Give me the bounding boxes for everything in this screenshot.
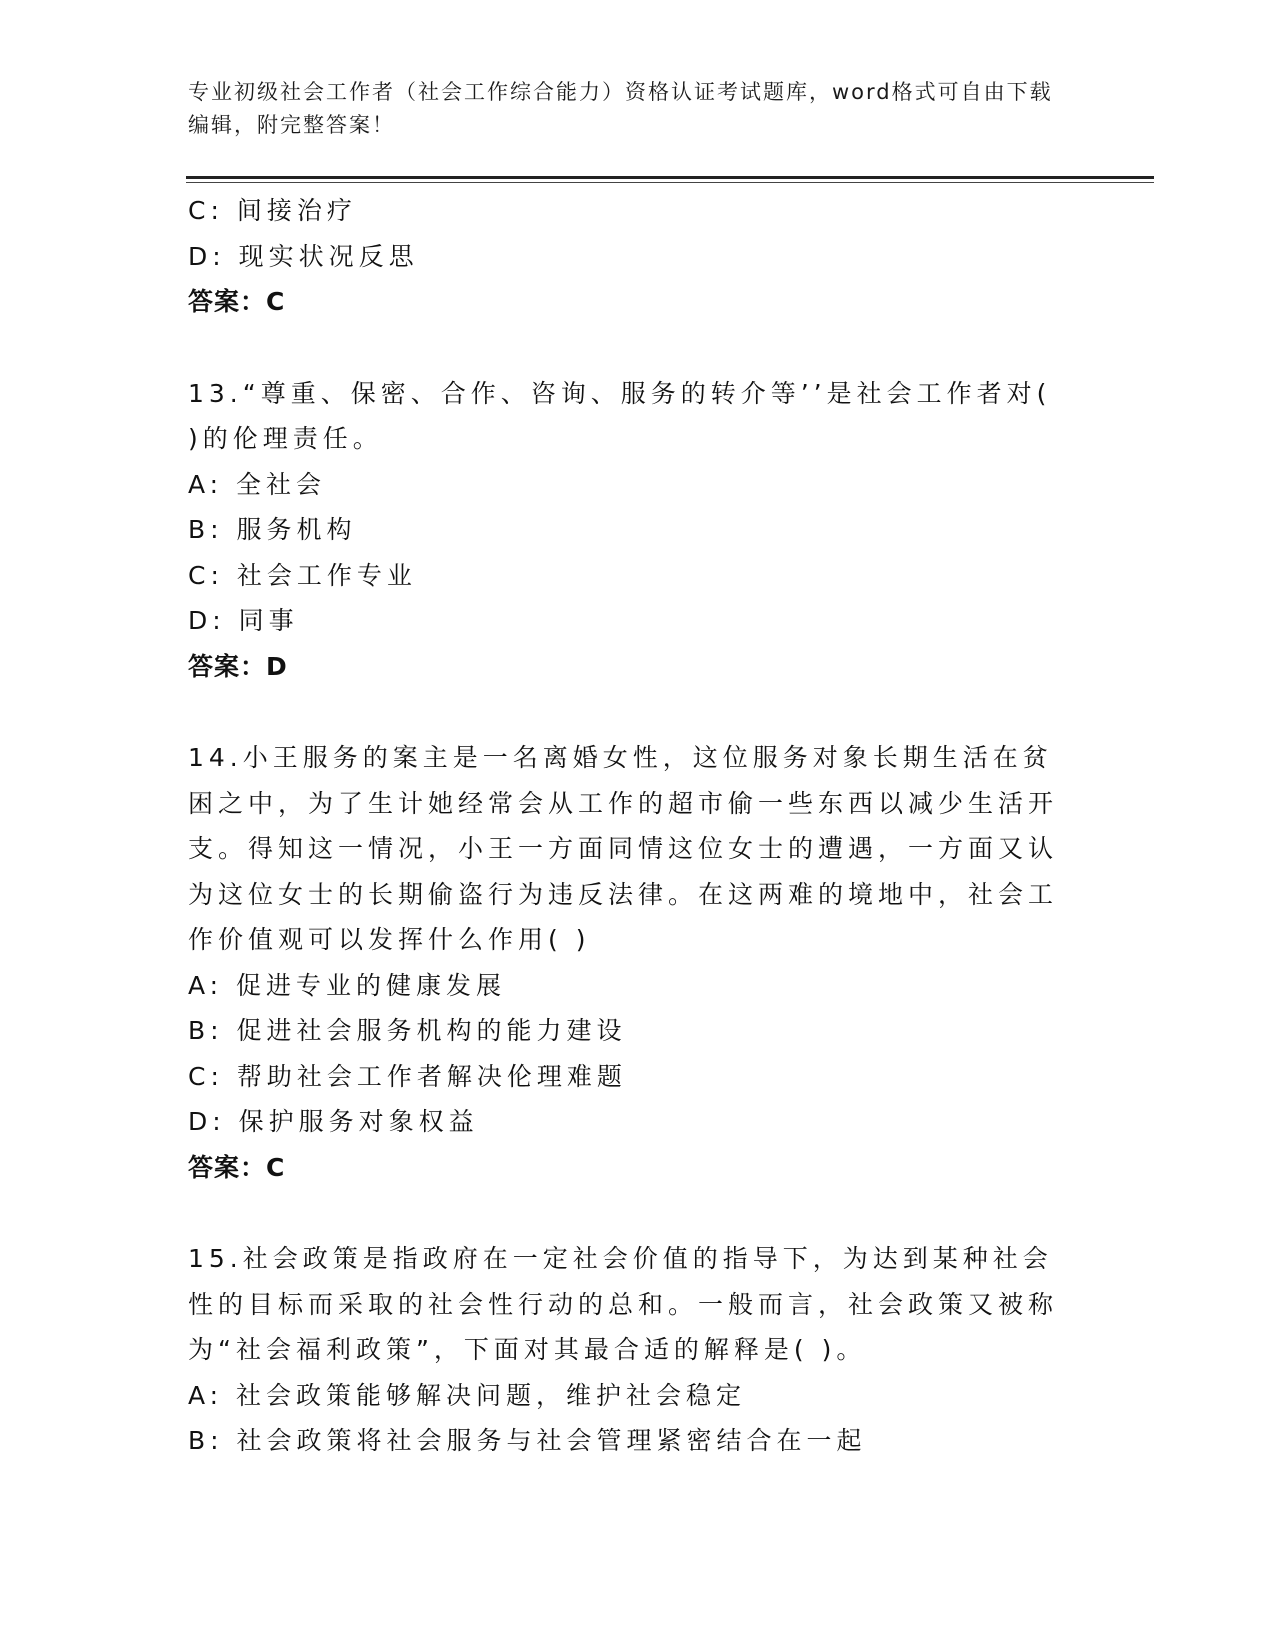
option-line (188, 1099, 1088, 1145)
page-header (188, 76, 1068, 142)
option-text: 社会工作专业 (236, 560, 417, 590)
question-stem: 14.小王服务的案主是一名离婚女性，这位服务对象长期生活在贫困之中，为了生计她经常会从工作的超市偷一些东西以减少生活开支。得知这一情况，小王一方面同情这位女士的遭遇，一方面又认为这位女士的长期偷盗行为违反法律。在这两难的境地中，社会工作价值观可以发挥什么作用( ) (188, 743, 1059, 954)
option-line (188, 462, 1088, 508)
option-line (188, 1054, 1088, 1100)
option-text: 同事 (238, 606, 299, 635)
question-stem: 13.“尊重、保密、合作、咨询、服务的转介等’’是社会工作者对( )的伦理责任。 (188, 378, 1052, 453)
option-text: 促进专业的健康发展 (236, 970, 507, 1000)
option-text: 现实状况反思 (238, 241, 419, 271)
question-13 (188, 371, 1088, 690)
option-text: 服务机构 (236, 515, 357, 544)
option-line (188, 1418, 1088, 1464)
option-key: B: (188, 1016, 224, 1045)
option-text: 保护服务对象权益 (238, 1107, 479, 1136)
option-line (188, 963, 1088, 1009)
answer-line: 答案：C (188, 1152, 286, 1182)
option-key: C: (188, 196, 224, 225)
option-line (188, 598, 1088, 644)
option-text: 帮助社会工作者解决伦理难题 (236, 1061, 627, 1091)
option-line (188, 1008, 1088, 1054)
option-key: B: (188, 515, 224, 544)
option-line (188, 188, 1088, 234)
option-key: A: (188, 1380, 224, 1410)
option-key: C: (188, 1061, 224, 1091)
option-key: D: (188, 1107, 226, 1136)
option-key: A: (188, 970, 224, 1000)
option-text: 社会政策能够解决问题，维护社会稳定 (236, 1380, 747, 1410)
option-key: D: (188, 606, 226, 635)
option-key: B: (188, 1426, 224, 1455)
option-text: 促进社会服务机构的能力建设 (236, 1016, 627, 1045)
answer-line: 答案：C (188, 287, 286, 316)
option-line (188, 234, 1088, 280)
question-stem: 15.社会政策是指政府在一定社会价值的指导下，为达到某种社会性的目标而采取的社会性行动的总和。一般而言，社会政策又被称为“社会福利政策”，下面对其最合适的解释是( )。 (188, 1244, 1059, 1364)
question-14 (188, 735, 1088, 1190)
option-key: C: (188, 560, 224, 590)
option-key: A: (188, 469, 224, 499)
option-line (188, 1373, 1088, 1419)
header-text: 专业初级社会工作者（社会工作综合能力）资格认证考试题库，word格式可自由下载编辑，附完整答案！ (188, 80, 1053, 137)
carryover-question (188, 188, 1088, 325)
option-text: 全社会 (236, 469, 327, 499)
option-text: 间接治疗 (236, 196, 357, 225)
question-15 (188, 1236, 1088, 1464)
exam-content (188, 188, 1088, 1464)
option-line (188, 507, 1088, 553)
option-line (188, 553, 1088, 599)
header-rule-thick (186, 176, 1154, 179)
answer-line: 答案：D (188, 651, 288, 681)
option-text: 社会政策将社会服务与社会管理紧密结合在一起 (236, 1426, 867, 1455)
header-rule-thin (186, 182, 1154, 183)
option-key: D: (188, 241, 226, 271)
